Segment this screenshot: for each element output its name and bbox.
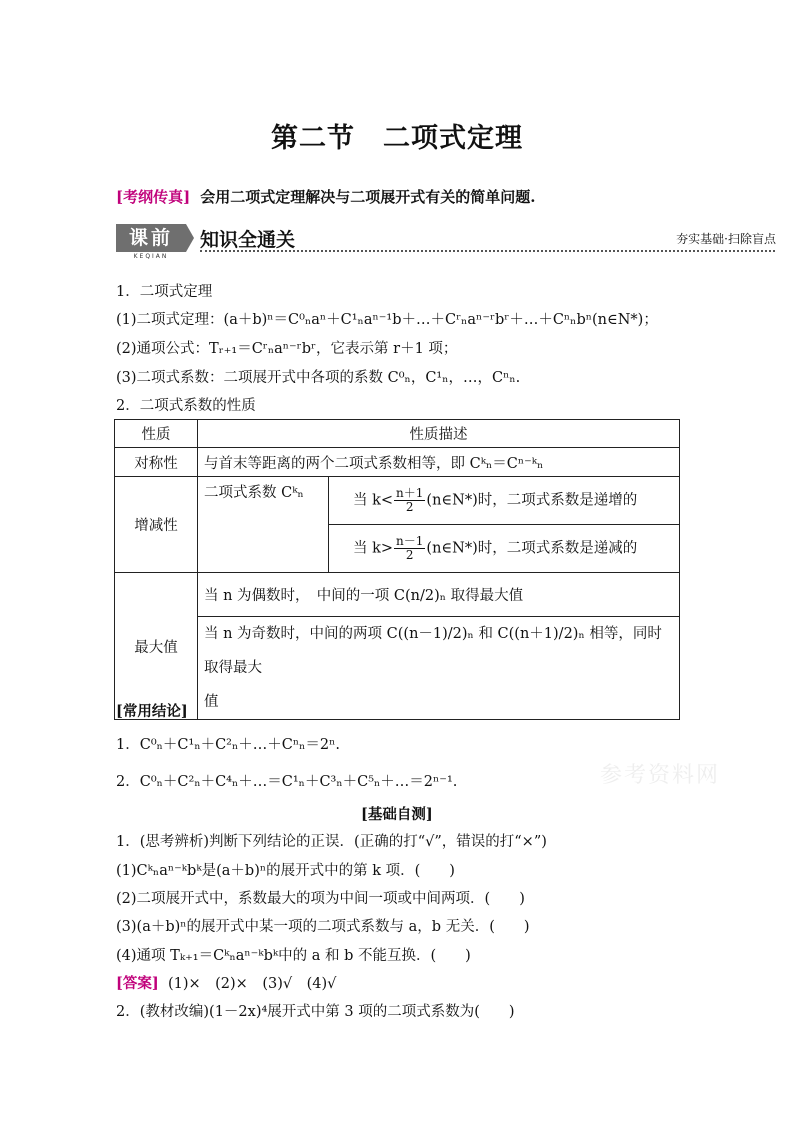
monotonic-label: 增减性 [115, 477, 198, 573]
banner-subtitle: 夯实基础·扫除盲点 [676, 232, 776, 246]
max-odd-line-2: 值 [204, 694, 219, 710]
page-title: 第二节 二项式定理 [271, 123, 523, 154]
fraction-inc-den: 2 [405, 500, 414, 514]
banner-pinyin: KEQIAN [133, 253, 169, 260]
monotonic-dec-pre: 当 k> [353, 540, 394, 557]
monotonic-dec-desc [329, 525, 680, 573]
table-row-max-odd [115, 617, 680, 720]
conclusion-tag: [常用结论] [116, 703, 188, 720]
monotonic-dec-post: (n∈N*)时，二项式系数是递减的 [426, 540, 638, 557]
selftest-tag: [基础自测] [361, 806, 433, 823]
conclusion-2: 2．C⁰ₙ＋C²ₙ＋C⁴ₙ＋…＝C¹ₙ＋C³ₙ＋C⁵ₙ＋…＝2ⁿ⁻¹. [116, 774, 458, 790]
banner-arrow-icon [186, 224, 194, 252]
properties-table [114, 419, 680, 720]
monotonic-left: 二项式系数 Cᵏₙ [198, 477, 329, 573]
question-1-item-3: (3)(a＋b)ⁿ的展开式中某一项的二项式系数与 a，b 无关．( ) [116, 919, 530, 935]
answer-line [116, 972, 336, 993]
fraction-inc [394, 487, 425, 514]
table-row-symmetry [115, 448, 680, 477]
table-header-row [115, 420, 680, 448]
banner-heading: 知识全通关 [200, 229, 296, 251]
max-label: 最大值 [115, 573, 198, 720]
question-1-item-4: (4)通项 Tₖ₊₁＝Cᵏₙaⁿ⁻ᵏbᵏ中的 a 和 b 不能互换．( ) [116, 948, 471, 964]
binomial-coef-line: (3)二项式系数：二项展开式中各项的系数 C⁰ₙ，C¹ₙ，…，Cⁿₙ. [116, 370, 521, 386]
max-even-desc: 当 n 为偶数时， 中间的一项 C(n/2)ₙ 取得最大值 [198, 573, 680, 617]
section-2-title: 2．二项式系数的性质 [116, 398, 256, 414]
fraction-dec-den: 2 [405, 548, 414, 562]
symmetry-label: 对称性 [115, 448, 198, 477]
table-header-property: 性质 [115, 420, 198, 448]
table-row-monotonic-inc [115, 477, 680, 525]
table-header-desc: 性质描述 [198, 420, 680, 448]
question-2: 2．(教材改编)(1－2x)⁴展开式中第 3 项的二项式系数为( ) [116, 1004, 515, 1020]
syllabus-tag: [考纲传真] [116, 188, 191, 206]
section-banner [116, 224, 776, 260]
question-1: 1．(思考辨析)判断下列结论的正误．(正确的打“√”，错误的打“×”) [116, 834, 547, 850]
general-term-line: (2)通项公式：Tᵣ₊₁＝Cʳₙaⁿ⁻ʳbʳ，它表示第 r＋1 项； [116, 341, 458, 357]
fraction-dec-num: n－1 [396, 534, 424, 548]
watermark: 参考资料网 [600, 763, 721, 788]
section-1-title: 1．二项式定理 [116, 284, 213, 300]
answer-tag: [答案] [116, 975, 159, 992]
syllabus-text: 会用二项式定理解决与二项展开式有关的简单问题. [200, 188, 536, 206]
max-odd-line-1: 当 n 为奇数时，中间的两项 C((n－1)/2)ₙ 和 C((n＋1)/2)ₙ 相等，同时取得最大 [204, 626, 662, 676]
monotonic-inc-desc [329, 477, 680, 525]
monotonic-inc-pre: 当 k< [353, 492, 394, 509]
fraction-dec [394, 535, 425, 562]
symmetry-desc: 与首末等距离的两个二项式系数相等，即 Cᵏₙ＝Cⁿ⁻ᵏₙ [198, 448, 680, 477]
table-row-max-even [115, 573, 680, 617]
question-1-item-1: (1)Cᵏₙaⁿ⁻ᵏbᵏ是(a＋b)ⁿ的展开式中的第 k 项．( ) [116, 863, 455, 879]
monotonic-inc-post: (n∈N*)时，二项式系数是递增的 [426, 492, 638, 509]
banner-rule [200, 250, 775, 255]
question-1-item-2: (2)二项展开式中，系数最大的项为中间一项或中间两项．( ) [116, 891, 525, 907]
banner-box: 课前 [116, 224, 186, 252]
answer-text: (1)× (2)× (3)√ (4)√ [167, 976, 337, 992]
max-odd-desc [198, 617, 680, 720]
fraction-inc-num: n＋1 [396, 486, 424, 500]
theorem-line: (1)二项式定理：(a＋b)ⁿ＝C⁰ₙaⁿ＋C¹ₙaⁿ⁻¹b＋…＋Cʳₙaⁿ⁻ʳbʳ＋…＋Cⁿₙbⁿ(n∈N*)； [116, 312, 658, 328]
conclusion-1: 1．C⁰ₙ＋C¹ₙ＋C²ₙ＋…＋Cⁿₙ＝2ⁿ. [116, 737, 341, 753]
syllabus-line [116, 186, 535, 207]
